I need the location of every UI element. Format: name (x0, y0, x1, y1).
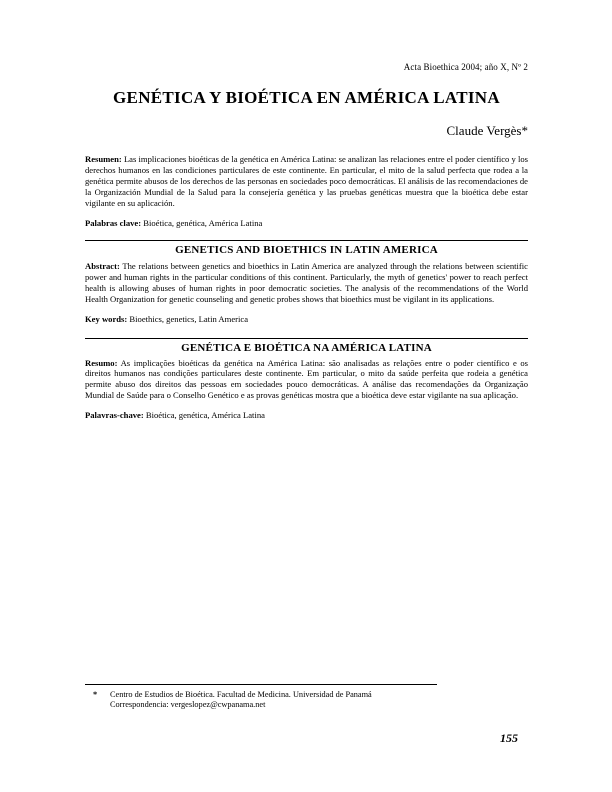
keywords-english-text: Bioethics, genetics, Latin America (129, 313, 249, 324)
footnote-affiliation: Centro de Estudios de Bioética. Facultad de Medicina. Universidad de Panamá (110, 690, 372, 699)
abstract-english (85, 261, 528, 305)
abstract-english-text: The relations between genetics and bioethics in Latin America are analyzed through the relations between scientific power and human rights in the particular conditions of this continent. Particularly, the myth of genetics' power to reach perfect health is allowing abuses of human rights in poor democratic societies. The analysis of the recommendations of the World Health Organization for genetic counseling and genetic probes shows that bioethics must be vigilant in its applications. (85, 261, 528, 305)
footnote-divider (85, 684, 437, 685)
section-heading-portuguese: GENÉTICA E BIOÉTICA NA AMÉRICA LATINA (181, 341, 432, 354)
abstract-english-label: Abstract: (85, 261, 120, 272)
keywords-english (85, 314, 528, 325)
abstract-portuguese-label: Resumo: (85, 357, 118, 368)
footnote-marker: * (93, 690, 98, 699)
keywords-portuguese-label: Palavras-chave: (85, 409, 144, 420)
footnote-block (85, 684, 528, 710)
keywords-english-label: Key words: (85, 313, 128, 324)
keywords-spanish (85, 218, 528, 229)
page-content (85, 0, 528, 429)
footnote-correspondence: Correspondencia: vergeslopez@cwpanama.net (110, 700, 266, 709)
abstract-spanish-label: Resumen: (85, 154, 122, 164)
section-divider-portuguese (85, 338, 528, 339)
author-name: Claude Vergès* (446, 123, 528, 138)
abstract-portuguese-text: As implicações bioéticas da genética na América Latina: são analisadas as relações entre o poder científico e os direitos humanos nas condições particulares deste continente. Em particular, o mito da saúde perfeita que rodeia a genética permite abuso dos direitos das pessoas em sociedades pouco democráticas. A análise das recomendações da Organização Mundial de Saúde para o Conselho Genético e as provas genéticas mostra que a bioética deve estar vigilante na sua aplicação. (85, 357, 528, 401)
abstract-spanish-text: Las implicaciones bioéticas de la genética en América Latina: se analizan las relaciones entre el poder científico y los derechos humanos en las condiciones particulares de este continente. En particular, el mito de la salud perfecta que rodea a la genética permite abusos de los derechos de las personas en sociedades poco democráticas. El análisis de las recomendaciones de la Organización Mundial de la Salud para la consejería genética y las pruebas genéticas muestra que la bioética debe estar vigilante en su aplicación. (85, 154, 528, 208)
journal-header: Acta Bioethica 2004; año X, Nº 2 (403, 62, 528, 72)
footnote (85, 690, 528, 710)
abstract-spanish (85, 154, 528, 209)
footnote-text (110, 690, 528, 710)
keywords-spanish-label: Palabras clave: (85, 217, 142, 228)
keywords-spanish-text: Bioética, genética, América Latina (143, 217, 263, 228)
abstract-portuguese (85, 358, 528, 402)
section-heading-english: GENETICS AND BIOETHICS IN LATIN AMERICA (175, 244, 438, 257)
keywords-portuguese (85, 410, 528, 421)
keywords-portuguese-text: Bioética, genética, América Latina (145, 409, 265, 420)
article-title: GENÉTICA Y BIOÉTICA EN AMÉRICA LATINA (113, 88, 500, 107)
page-number: 155 (500, 731, 518, 745)
section-divider-english (85, 240, 528, 241)
